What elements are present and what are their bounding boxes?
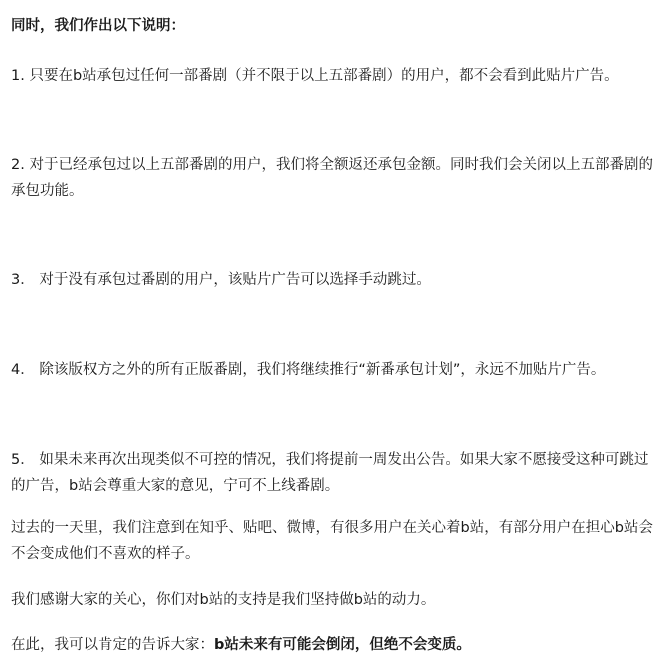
closing-paragraph — [11, 632, 661, 658]
statement-item-2: 2. 对于已经承包过以上五部番剧的用户，我们将全额返还承包金额。同时我们会关闭以上五部番剧的承包功能。 — [11, 157, 653, 199]
closing-lead: 在此，我可以肯定的告诉大家： — [11, 637, 214, 653]
closing-emphasis: b站未来有可能会倒闭，但绝不会变质。 — [214, 637, 471, 653]
statement-item-3: 3． 对于没有承包过番剧的用户，该贴片广告可以选择手动跳过。 — [11, 272, 431, 288]
statement-item-5: 5． 如果未来再次出现类似不可控的情况，我们将提前一周发出公告。如果大家不愿接受这种可跳过的广告，b站会尊重大家的意见，宁可不上线番剧。 — [11, 452, 649, 494]
statement-item-1: 1. 只要在b站承包过任何一部番剧（并不限于以上五部番剧）的用户，都不会看到此贴片广告。 — [11, 68, 619, 84]
announcement-heading: 同时，我们作出以下说明： — [11, 18, 185, 34]
statement-item-4: 4． 除该版权方之外的所有正版番剧，我们将继续推行“新番承包计划”，永远不加贴片广告。 — [11, 362, 606, 378]
thanks-paragraph: 我们感谢大家的关心，你们对b站的支持是我们坚持做b站的动力。 — [11, 592, 436, 608]
concern-paragraph: 过去的一天里，我们注意到在知乎、贴吧、微博，有很多用户在关心着b站，有部分用户在担心b站会不会变成他们不喜欢的样子。 — [11, 520, 653, 562]
